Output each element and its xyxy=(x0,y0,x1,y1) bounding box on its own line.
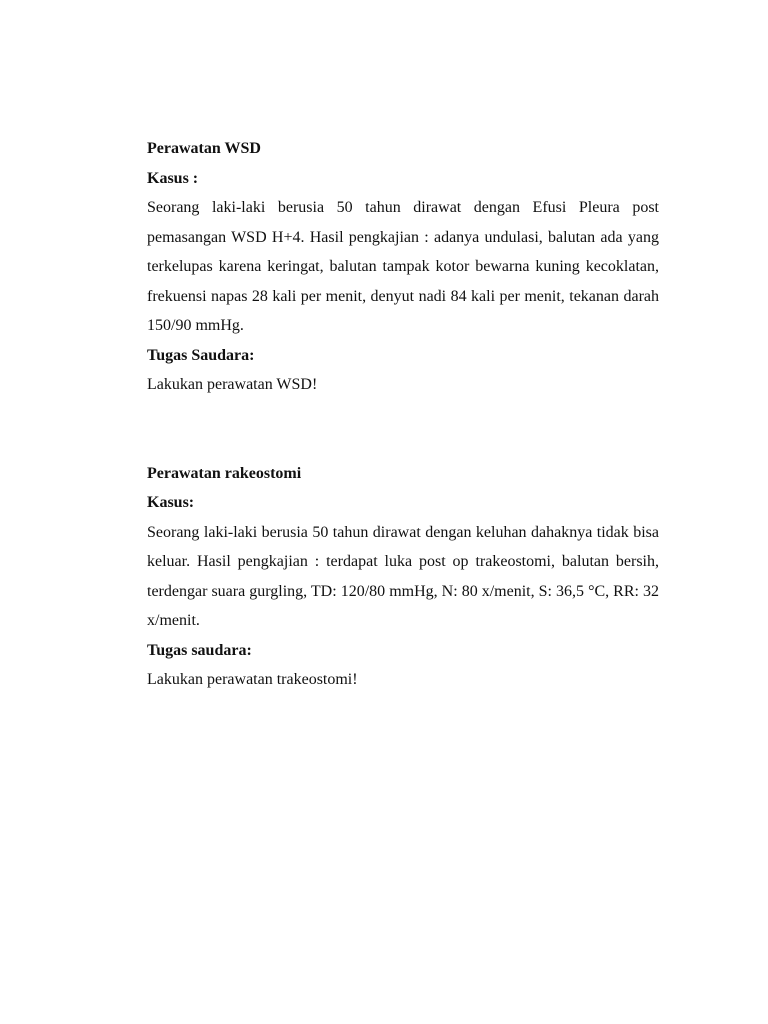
case-label: Kasus : xyxy=(147,169,199,187)
section-trakeostomi xyxy=(147,459,659,695)
task-text: Lakukan perawatan trakeostomi! xyxy=(147,671,358,688)
case-label: Kasus: xyxy=(147,494,195,511)
case-text: Seorang laki-laki berusia 50 tahun dirawat dengan keluhan dahaknya tidak bisa keluar. Hasil pengkajian : terdapat luka post op trakeostomi, balutan bersih, terdengar suara gurgling, TD: 120/80 mmHg, N: 80 x/menit, S: 36,5 °C, RR: 32 x/menit. xyxy=(147,523,659,629)
section-title: Perawatan WSD xyxy=(147,140,261,157)
section-wsd xyxy=(147,134,659,400)
section-title: Perawatan rakeostomi xyxy=(147,464,302,482)
task-label: Tugas Saudara: xyxy=(147,346,255,364)
section-spacer xyxy=(147,400,659,459)
task-label: Tugas saudara: xyxy=(147,641,252,659)
document-page xyxy=(147,134,659,695)
case-text: Seorang laki-laki berusia 50 tahun dirawat dengan Efusi Pleura post pemasangan WSD H+4. Hasil pengkajian : adanya undulasi, balutan ada yang terkelupas karena keringat, balutan tampak kotor bewarna kuning kecoklatan, frekuensi napas 28 kali per menit, denyut nadi 84 kali per menit, tekanan darah 150/90 mmHg. xyxy=(147,199,659,334)
task-text: Lakukan perawatan WSD! xyxy=(147,376,318,393)
